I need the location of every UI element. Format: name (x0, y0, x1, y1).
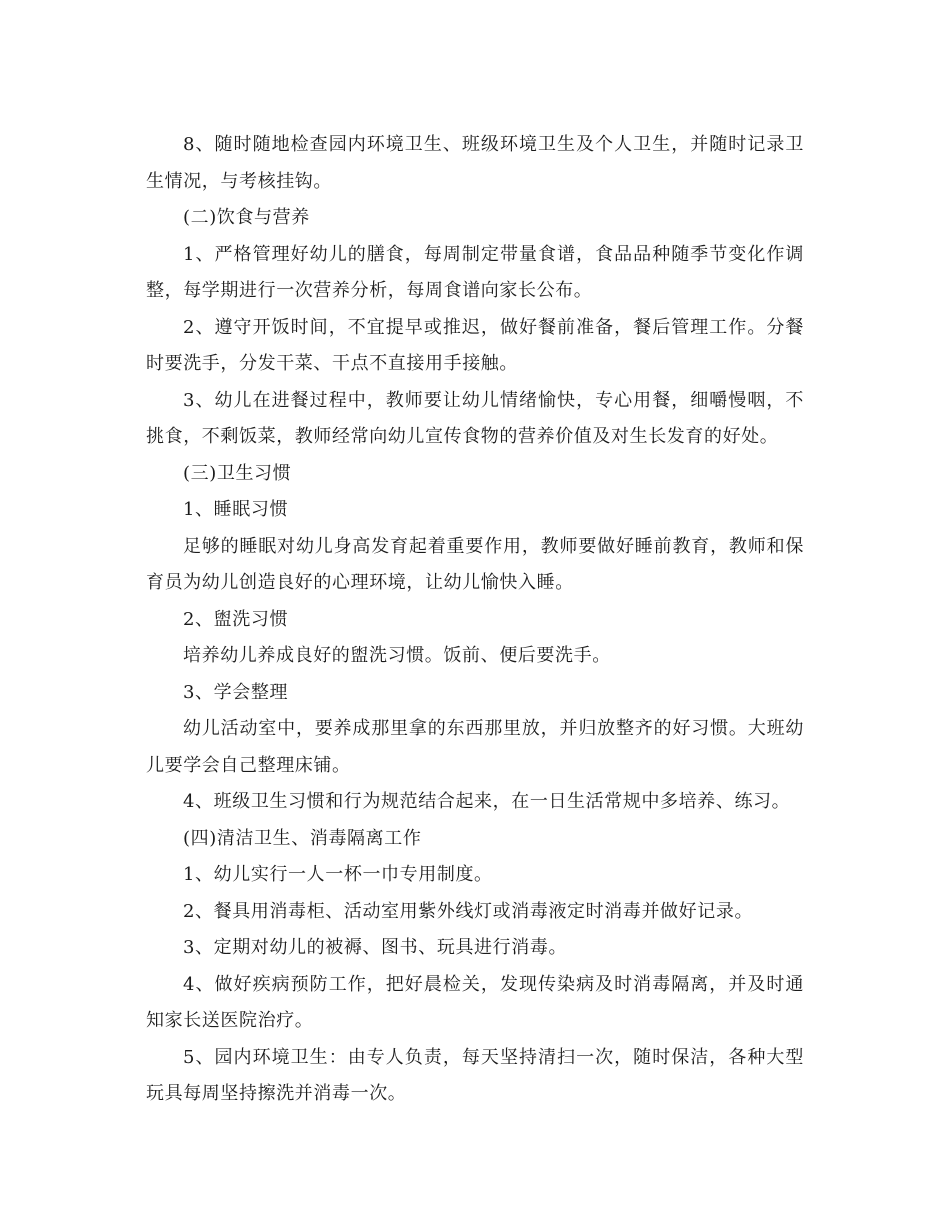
subheading-sleep-habits: 1、睡眠习惯 (183, 499, 289, 520)
paragraph-item-2-tableware-disinfection: 2、餐具用消毒柜、活动室用紫外线灯或消毒液定时消毒并做好记录。 (183, 900, 754, 922)
paragraph-item-2-meal-time: 2、遵守开饭时间，不宜提早或推迟，做好餐前准备，餐后管理工作。分餐时要洗手，分发干菜、干点不直接用手接触。 (146, 316, 804, 374)
subheading-tidying: 3、学会整理 (183, 681, 289, 703)
paragraph-item-3-bedding-toys: 3、定期对幼儿的被褥、图书、玩具进行消毒。 (183, 937, 568, 958)
subheading-washing-habits: 2、盥洗习惯 (183, 608, 289, 630)
document-body (146, 127, 804, 1113)
paragraph-item-4-disease-prevention: 4、做好疾病预防工作，把好晨检关，发现传染病及时消毒隔离，并及时通知家长送医院治疗。 (146, 973, 804, 1031)
paragraph-item-5-environment-cleaning: 5、园内环境卫生：由专人负责，每天坚持清扫一次，随时保洁，各种大型玩具每周坚持擦洗并消毒一次。 (146, 1046, 804, 1104)
paragraph-washing-habits: 培养幼儿养成良好的盥洗习惯。饭前、便后要洗手。 (183, 645, 611, 666)
paragraph-item-1-cup-towel: 1、幼儿实行一人一杯一巾专用制度。 (183, 864, 493, 885)
paragraph-item-8-hygiene-check: 8、随时随地检查园内环境卫生、班级环境卫生及个人卫生，并随时记录卫生情况，与考核挂钩。 (146, 134, 804, 192)
paragraph-item-1-meal-management: 1、严格管理好幼儿的膳食，每周制定带量食谱，食品品种随季节变化作调整，每学期进行一次营养分析，每周食谱向家长公布。 (146, 243, 804, 301)
paragraph-item-4-class-habits: 4、班级卫生习惯和行为规范结合起来，在一日生活常规中多培养、练习。 (183, 791, 791, 812)
paragraph-tidying: 幼儿活动室中，要养成那里拿的东西那里放，并归放整齐的好习惯。大班幼儿要学会自己整理床铺。 (146, 718, 804, 776)
section-heading-hygiene-habits: (三)卫生习惯 (183, 462, 292, 484)
section-heading-cleaning-disinfection: (四)清洁卫生、消毒隔离工作 (183, 827, 422, 849)
paragraph-sleep-habits: 足够的睡眠对幼儿身高发育起着重要作用，教师要做好睡前教育，教师和保育员为幼儿创造良好的心理环境，让幼儿愉快入睡。 (146, 535, 804, 593)
paragraph-item-3-eating-process: 3、幼儿在进餐过程中，教师要让幼儿情绪愉快，专心用餐，细嚼慢咽，不挑食，不剩饭菜，教师经常向幼儿宣传食物的营养价值及对生长发育的好处。 (146, 389, 804, 447)
section-heading-diet-nutrition: (二)饮食与营养 (183, 207, 310, 228)
